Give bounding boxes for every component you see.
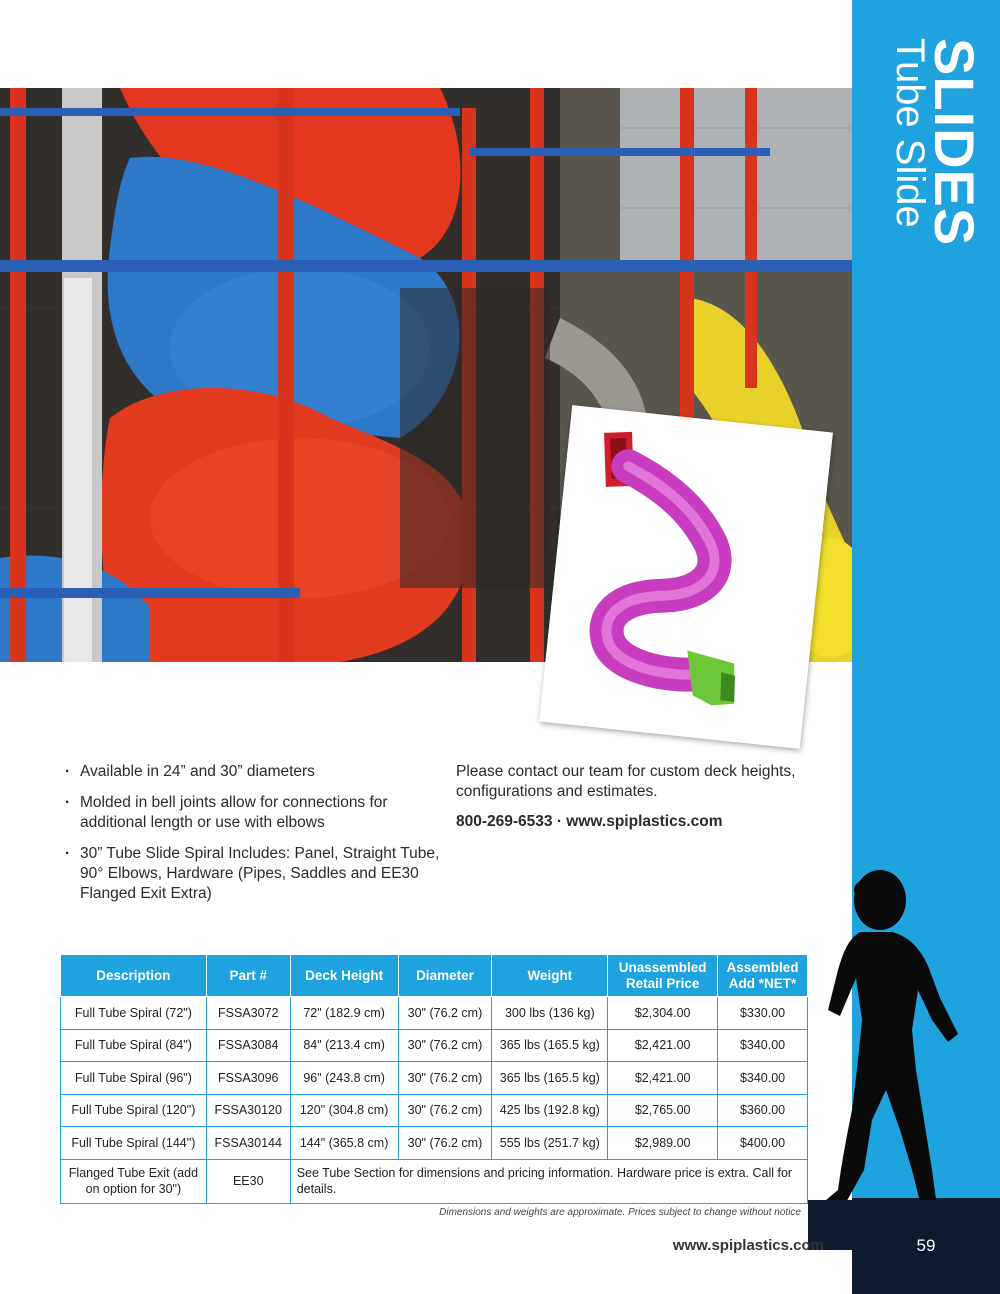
feature-list (62, 762, 442, 915)
col-header-unassembled-price: Unassembled Retail Price (608, 955, 718, 997)
cell-deck-height: 144" (365.8 cm) (290, 1127, 398, 1160)
footer-url[interactable]: www.spiplastics.com (672, 1237, 824, 1254)
cell-part: FSSA3084 (206, 1029, 290, 1062)
cell-part: FSSA3096 (206, 1062, 290, 1095)
cell-deck-height: 96" (243.8 cm) (290, 1062, 398, 1095)
feature-item: · Available in 24” and 30” diameters (62, 762, 442, 782)
cell-weight: 300 lbs (136 kg) (492, 997, 608, 1030)
cell-assembled-add: $340.00 (718, 1029, 808, 1062)
disclaimer: Dimensions and weights are approximate. Prices subject to change without notice (439, 1207, 801, 1218)
cell-weight: 555 lbs (251.7 kg) (492, 1127, 608, 1160)
feature-item: · Molded in bell joints allow for connections for additional length or use with elbows (62, 793, 442, 833)
cell-weight: 365 lbs (165.5 kg) (492, 1029, 608, 1062)
tube-slide-render-card (539, 405, 833, 749)
col-header-weight: Weight (492, 955, 608, 997)
col-header-diameter: Diameter (398, 955, 492, 997)
cell-description: Full Tube Spiral (72") (61, 997, 207, 1030)
cell-unassembled-price: $2,421.00 (608, 1062, 718, 1095)
cell-part: FSSA30144 (206, 1127, 290, 1160)
col-header-part: Part # (206, 955, 290, 997)
running-child-silhouette (808, 870, 968, 1250)
cell-diameter: 30" (76.2 cm) (398, 997, 492, 1030)
col-header-assembled-add: Assembled Add *NET* (718, 955, 808, 997)
table-row (61, 997, 808, 1030)
cell-diameter: 30" (76.2 cm) (398, 1094, 492, 1127)
col-header-description: Description (61, 955, 207, 997)
section-subtitle: Tube Slide (888, 38, 932, 228)
cell-assembled-add: $400.00 (718, 1127, 808, 1160)
cell-note: See Tube Section for dimensions and pricing information. Hardware price is extra. Call for details. (290, 1159, 807, 1203)
table-row (61, 1062, 808, 1095)
table-header-row (61, 955, 808, 997)
feature-item: · 30” Tube Slide Spiral Includes: Panel, Straight Tube, 90° Elbows, Hardware (Pipes, Saddles and EE30 Flanged Exit Extra) (62, 844, 442, 904)
cell-description: Full Tube Spiral (96") (61, 1062, 207, 1095)
cell-diameter: 30" (76.2 cm) (398, 1029, 492, 1062)
table-row (61, 1094, 808, 1127)
cell-weight: 425 lbs (192.8 kg) (492, 1094, 608, 1127)
cell-assembled-add: $360.00 (718, 1094, 808, 1127)
cell-description: Full Tube Spiral (84") (61, 1029, 207, 1062)
table-row (61, 1127, 808, 1160)
cell-assembled-add: $340.00 (718, 1062, 808, 1095)
cell-assembled-add: $330.00 (718, 997, 808, 1030)
cell-part: EE30 (206, 1159, 290, 1203)
table-row-flanged-exit (61, 1159, 808, 1203)
cell-diameter: 30" (76.2 cm) (398, 1062, 492, 1095)
cell-description: Full Tube Spiral (144") (61, 1127, 207, 1160)
pricing-table (60, 954, 808, 1204)
cell-unassembled-price: $2,421.00 (608, 1029, 718, 1062)
cell-description: Flanged Tube Exit (add on option for 30") (61, 1159, 207, 1203)
cell-description: Full Tube Spiral (120") (61, 1094, 207, 1127)
cell-deck-height: 120" (304.8 cm) (290, 1094, 398, 1127)
cell-unassembled-price: $2,304.00 (608, 997, 718, 1030)
cell-deck-height: 72" (182.9 cm) (290, 997, 398, 1030)
cell-deck-height: 84" (213.4 cm) (290, 1029, 398, 1062)
cell-part: FSSA3072 (206, 997, 290, 1030)
cell-weight: 365 lbs (165.5 kg) (492, 1062, 608, 1095)
cell-unassembled-price: $2,765.00 (608, 1094, 718, 1127)
col-header-deck-height: Deck Height (290, 955, 398, 997)
cell-diameter: 30" (76.2 cm) (398, 1127, 492, 1160)
contact-block (456, 762, 836, 832)
spiral-tube-render (539, 405, 833, 749)
table-row (61, 1029, 808, 1062)
cell-part: FSSA30120 (206, 1094, 290, 1127)
cell-unassembled-price: $2,989.00 (608, 1127, 718, 1160)
section-title-block (852, 0, 1000, 260)
page-number: 59 (916, 1236, 936, 1255)
contact-phone-web[interactable]: 800-269-6533 · www.spiplastics.com (456, 813, 723, 830)
section-title: SLIDES (923, 38, 986, 247)
contact-text: Please contact our team for custom deck heights, configurations and estimates. (456, 763, 796, 800)
